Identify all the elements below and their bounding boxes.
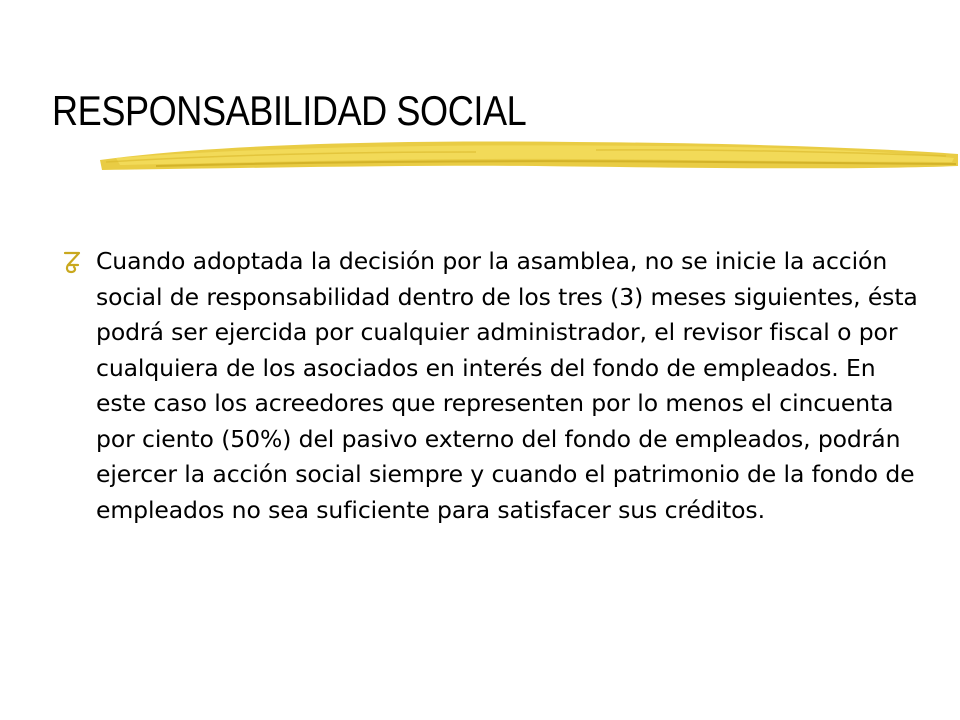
title-underline-brushstroke — [96, 132, 960, 180]
z-shaped-bullet-icon — [62, 248, 84, 276]
bullet-text: Cuando adoptada la decisión por la asamblea, no se inicie la acción social de responsabilidad dentro de los tres (3) meses siguientes, ésta podrá ser ejercida por cualquier administrador, el revisor fiscal o por cualquiera de los asociados en interés del fondo de empleados. En este caso los acreedores que representen por lo menos el cincuenta por ciento (50%) del pasivo externo del fondo de empleados, podrán ejercer la acción social siempre y cuando el patrimonio de la fondo de empleados no sea suficiente para satisfacer sus créditos. — [96, 247, 918, 524]
slide-title: RESPONSABILIDAD SOCIAL — [52, 87, 527, 134]
